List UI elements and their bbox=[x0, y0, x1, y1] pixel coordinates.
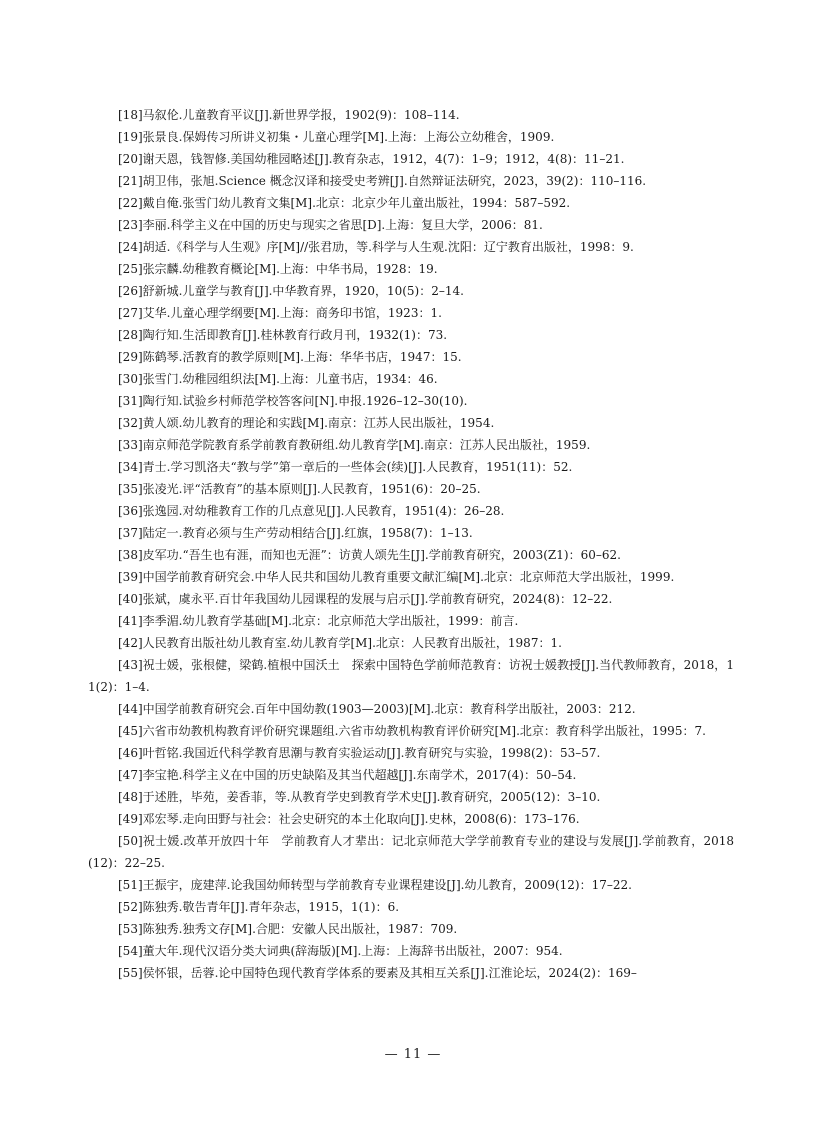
reference-entry: [33]南京师范学院教育系学前教育教研组.幼儿教育学[M].南京：江苏人民出版社，1959. bbox=[118, 438, 591, 452]
reference-entry: [51]王振宇，庞建萍.论我国幼师转型与学前教育专业课程建设[J].幼儿教育，2009(12)：17–22. bbox=[118, 878, 632, 892]
reference-entry: [34]青士.学习凯洛夫“教与学”第一章后的一些体会(续)[J].人民教育，1951(11)：52. bbox=[118, 460, 573, 474]
reference-entry: [21]胡卫伟，张旭.Science 概念汉译和接受史考辨[J].自然辩证法研究，2023，39(2)：110–116. bbox=[118, 174, 647, 188]
reference-entry: [47]李宝艳.科学主义在中国的历史缺陷及其当代超越[J].东南学术，2017(4)：50–54. bbox=[118, 768, 577, 782]
reference-entry: [38]皮军功.“吾生也有涯，而知也无涯”：访黄人颂先生[J].学前教育研究，2003(Z1)：60–62. bbox=[118, 548, 621, 562]
reference-entry: [55]侯怀银，岳蓉.论中国特色现代教育学体系的要素及其相互关系[J].江淮论坛，2024(2)：169– bbox=[118, 966, 637, 980]
reference-entry: [46]叶哲铭.我国近代科学教育思潮与教育实验运动[J].教育研究与实验，1998(2)：53–57. bbox=[118, 746, 601, 760]
reference-entry: [19]张景良.保姆传习所讲义初集・儿童心理学[M].上海：上海公立幼稚舍，1909. bbox=[118, 130, 555, 144]
reference-entry: [27]艾华.儿童心理学纲要[M].上海：商务印书馆，1923：1. bbox=[118, 306, 442, 320]
page-number: — 11 — bbox=[384, 1047, 442, 1062]
reference-entry: [37]陆定一.教育必须与生产劳动相结合[J].红旗，1958(7)：1–13. bbox=[118, 526, 473, 540]
reference-entry: [23]李丽.科学主义在中国的历史与现实之省思[D].上海：复旦大学，2006：81. bbox=[118, 218, 543, 232]
reference-entry: [25]张宗麟.幼稚教育概论[M].上海：中华书局，1928：19. bbox=[118, 262, 438, 276]
reference-entry: [41]李季湄.幼儿教育学基础[M].北京：北京师范大学出版社，1999：前言. bbox=[118, 614, 519, 628]
reference-entry: [35]张凌光.评“活教育”的基本原则[J].人民教育，1951(6)：20–25. bbox=[118, 482, 481, 496]
reference-entry: [53]陈独秀.独秀文存[M].合肥：安徽人民出版社，1987：709. bbox=[118, 922, 458, 936]
reference-entry: [50]祝士媛.改革开放四十年 学前教育人才辈出：记北京师范大学学前教育专业的建设与发展[J].学前教育，2018(12)：22–25. bbox=[88, 834, 734, 870]
reference-entry: [43]祝士媛，张根健，梁鹤.植根中国沃土 探索中国特色学前师范教育：访祝士媛教授[J].当代教师教育，2018，11(2)：1–4. bbox=[88, 658, 734, 694]
reference-entry: [31]陶行知.试验乡村师范学校答客问[N].申报.1926–12–30(10). bbox=[118, 394, 468, 408]
reference-entry: [42]人民教育出版社幼儿教育室.幼儿教育学[M].北京：人民教育出版社，1987：1. bbox=[118, 636, 562, 650]
reference-entry: [40]张斌，虞永平.百廿年我国幼儿园课程的发展与启示[J].学前教育研究，2024(8)：12–22. bbox=[118, 592, 613, 606]
reference-entry: [30]张雪门.幼稚园组织法[M].上海：儿童书店，1934：46. bbox=[118, 372, 438, 386]
reference-entry: [20]谢天恩，钱智修.美国幼稚园略述[J].教育杂志，1912，4(7)：1–9；1912，4(8)：11–21. bbox=[118, 152, 625, 166]
reference-entry: [44]中国学前教育研究会.百年中国幼教(1903—2003)[M].北京：教育科学出版社，2003：212. bbox=[118, 702, 636, 716]
reference-entry: [28]陶行知.生活即教育[J].桂林教育行政月刊，1932(1)：73. bbox=[118, 328, 448, 342]
reference-entry: [48]于述胜，毕苑，姜香菲，等.从教育学史到教育学术史[J].教育研究，2005(12)：3–10. bbox=[118, 790, 601, 804]
reference-entry: [36]张逸园.对幼稚教育工作的几点意见[J].人民教育，1951(4)：26–28. bbox=[118, 504, 505, 518]
reference-entry: [24]胡适.《科学与人生观》序[M]//张君劢，等.科学与人生观.沈阳：辽宁教育出版社，1998：9. bbox=[118, 240, 634, 254]
reference-entry: [18]马叙伦.儿童教育平议[J].新世界学报，1902(9)：108–114. bbox=[118, 108, 460, 122]
reference-entry: [52]陈独秀.敬告青年[J].青年杂志，1915，1(1)：6. bbox=[118, 900, 400, 914]
reference-entry: [49]邓宏琴.走向田野与社会：社会史研究的本土化取向[J].史林，2008(6)：173–176. bbox=[118, 812, 580, 826]
reference-entry: [22]戴自俺.张雪门幼儿教育文集[M].北京：北京少年儿童出版社，1994：587–592. bbox=[118, 196, 571, 210]
reference-entry: [54]董大年.现代汉语分类大词典(辞海版)[M].上海：上海辞书出版社，2007：954. bbox=[118, 944, 563, 958]
reference-entry: [29]陈鹤琴.活教育的教学原则[M].上海：华华书店，1947：15. bbox=[118, 350, 462, 364]
reference-entry: [45]六省市幼教机构教育评价研究课题组.六省市幼教机构教育评价研究[M].北京：教育科学出版社，1995：7. bbox=[118, 724, 706, 738]
reference-list bbox=[88, 104, 734, 984]
reference-entry: [32]黄人颂.幼儿教育的理论和实践[M].南京：江苏人民出版社，1954. bbox=[118, 416, 495, 430]
reference-entry: [26]舒新城.儿童学与教育[J].中华教育界，1920，10(5)：2–14. bbox=[118, 284, 464, 298]
reference-entry: [39]中国学前教育研究会.中华人民共和国幼儿教育重要文献汇编[M].北京：北京师范大学出版社，1999. bbox=[118, 570, 675, 584]
